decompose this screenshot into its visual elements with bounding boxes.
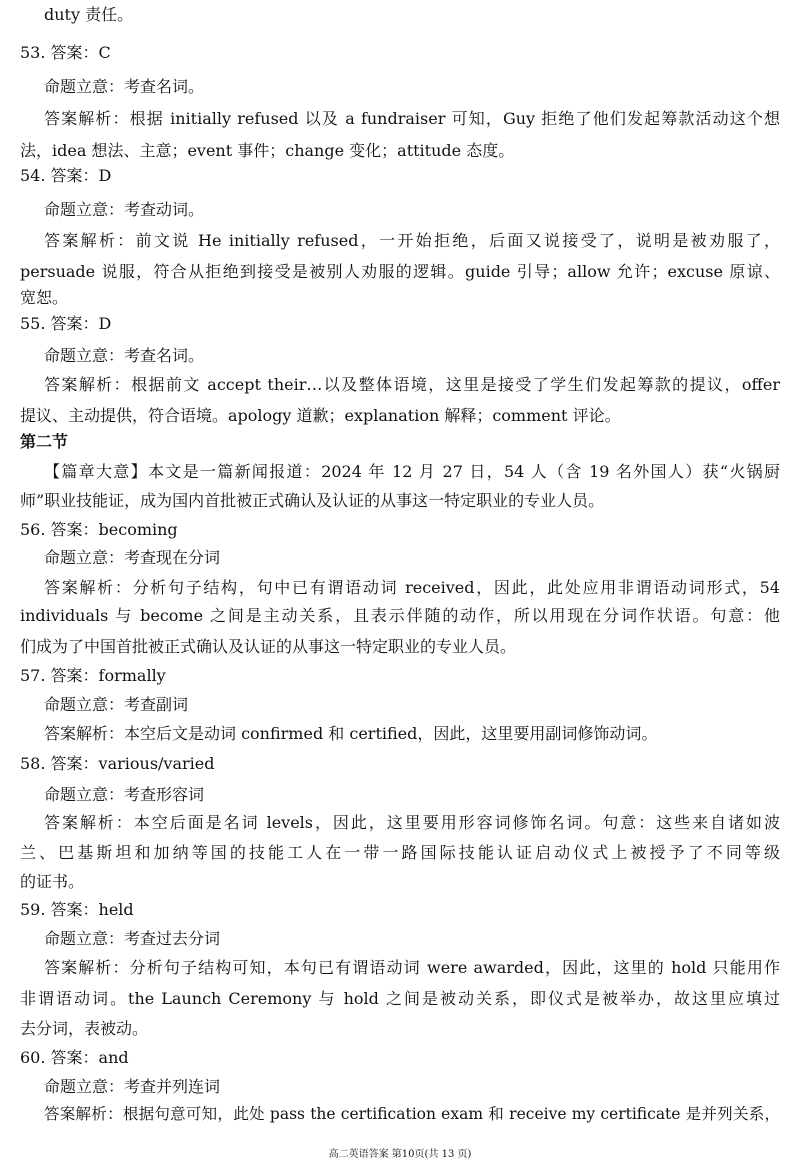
- text-line: 命题立意：考查现在分词: [44, 548, 221, 567]
- text-line: 答案解析：前文说 He initially refused，一开始拒绝，后面又说接受了，说明是被劝服了，: [44, 231, 780, 250]
- text-line: 去分词，表被动。: [20, 1019, 149, 1038]
- text-line: 的证书。: [20, 872, 85, 891]
- text-line: individuals 与 become 之间是主动关系，且表示伴随的动作，所以用现在分词作状语。句意：他: [20, 606, 780, 625]
- text-line: persuade 说服，符合从拒绝到接受是被别人劝服的逻辑。guide 引导；allow 允许；excuse 原谅、: [20, 262, 780, 281]
- answer-heading-54: 54. 答案：D: [20, 166, 112, 185]
- page-footer: 高二英语答案 第10页(共 13 页): [328, 1149, 472, 1160]
- answer-heading-55: 55. 答案：D: [20, 314, 112, 333]
- answer-heading-53: 53. 答案：C: [20, 43, 111, 62]
- text-line: 兰、巴基斯坦和加纳等国的技能工人在一带一路国际技能认证启动仪式上被授予了不同等级: [20, 843, 780, 862]
- answer-heading-57: 57. 答案：formally: [20, 666, 166, 685]
- text-line: 答案解析：分析句子结构可知，本句已有谓语动词 were awarded，因此，这里的 hold 只能用作: [44, 958, 780, 977]
- answer-heading-59: 59. 答案：held: [20, 900, 134, 919]
- answer-heading-60: 60. 答案：and: [20, 1048, 129, 1067]
- text-line: 命题立意：考查名词。: [44, 77, 205, 96]
- text-line: 提议、主动提供，符合语境。apology 道歉；explanation 解释；comment 评论。: [20, 406, 621, 425]
- text-line: 答案解析：根据句意可知，此处 pass the certification exam 和 receive my certificate 是并列关系，: [44, 1105, 780, 1123]
- text-line: 命题立意：考查名词。: [44, 346, 205, 365]
- text-line: 命题立意：考查形容词: [44, 785, 205, 804]
- text-line: 答案解析：分析句子结构，句中已有谓语动词 received，因此，此处应用非谓语动词形式，54: [44, 578, 780, 597]
- text-line: 们成为了中国首批被正式确认及认证的从事这一特定职业的专业人员。: [20, 637, 517, 656]
- text-line: 命题立意：考查副词: [44, 695, 189, 714]
- text-line: duty 责任。: [44, 5, 134, 24]
- text-line: 非谓语动词。the Launch Ceremony 与 hold 之间是被动关系，即仪式是被举办，故这里应填过: [20, 989, 780, 1008]
- text-line: 答案解析：本空后面是名词 levels，因此，这里要用形容词修饰名词。句意：这些来自诸如波: [44, 813, 780, 832]
- summary-line: 【篇章大意】本文是一篇新闻报道：2024 年 12 月 27 日，54 人（含 19 名外国人）获“火锅厨: [44, 462, 780, 481]
- answer-heading-56: 56. 答案：becoming: [20, 520, 178, 539]
- text-line: 答案解析：本空后文是动词 confirmed 和 certified，因此，这里要用副词修饰动词。: [44, 724, 658, 743]
- text-line: 命题立意：考查动词。: [44, 200, 205, 219]
- text-line: 法，idea 想法、主意；event 事件；change 变化；attitude 态度。: [20, 141, 515, 160]
- text-line: 命题立意：考查并列连词: [44, 1077, 221, 1096]
- text-line: 答案解析：根据前文 accept their…以及整体语境，这里是接受了学生们发起筹款的提议，offer: [44, 375, 780, 394]
- answer-heading-58: 58. 答案：various/varied: [20, 754, 215, 773]
- text-line: 答案解析：根据 initially refused 以及 a fundraiser 可知，Guy 拒绝了他们发起筹款活动这个想: [44, 109, 780, 128]
- summary-line: 师”职业技能证，成为国内首批被正式确认及认证的从事这一特定职业的专业人员。: [20, 491, 605, 510]
- text-line: 宽恕。: [20, 288, 69, 307]
- section-heading: 第二节: [20, 432, 69, 451]
- text-line: 命题立意：考查过去分词: [44, 929, 221, 948]
